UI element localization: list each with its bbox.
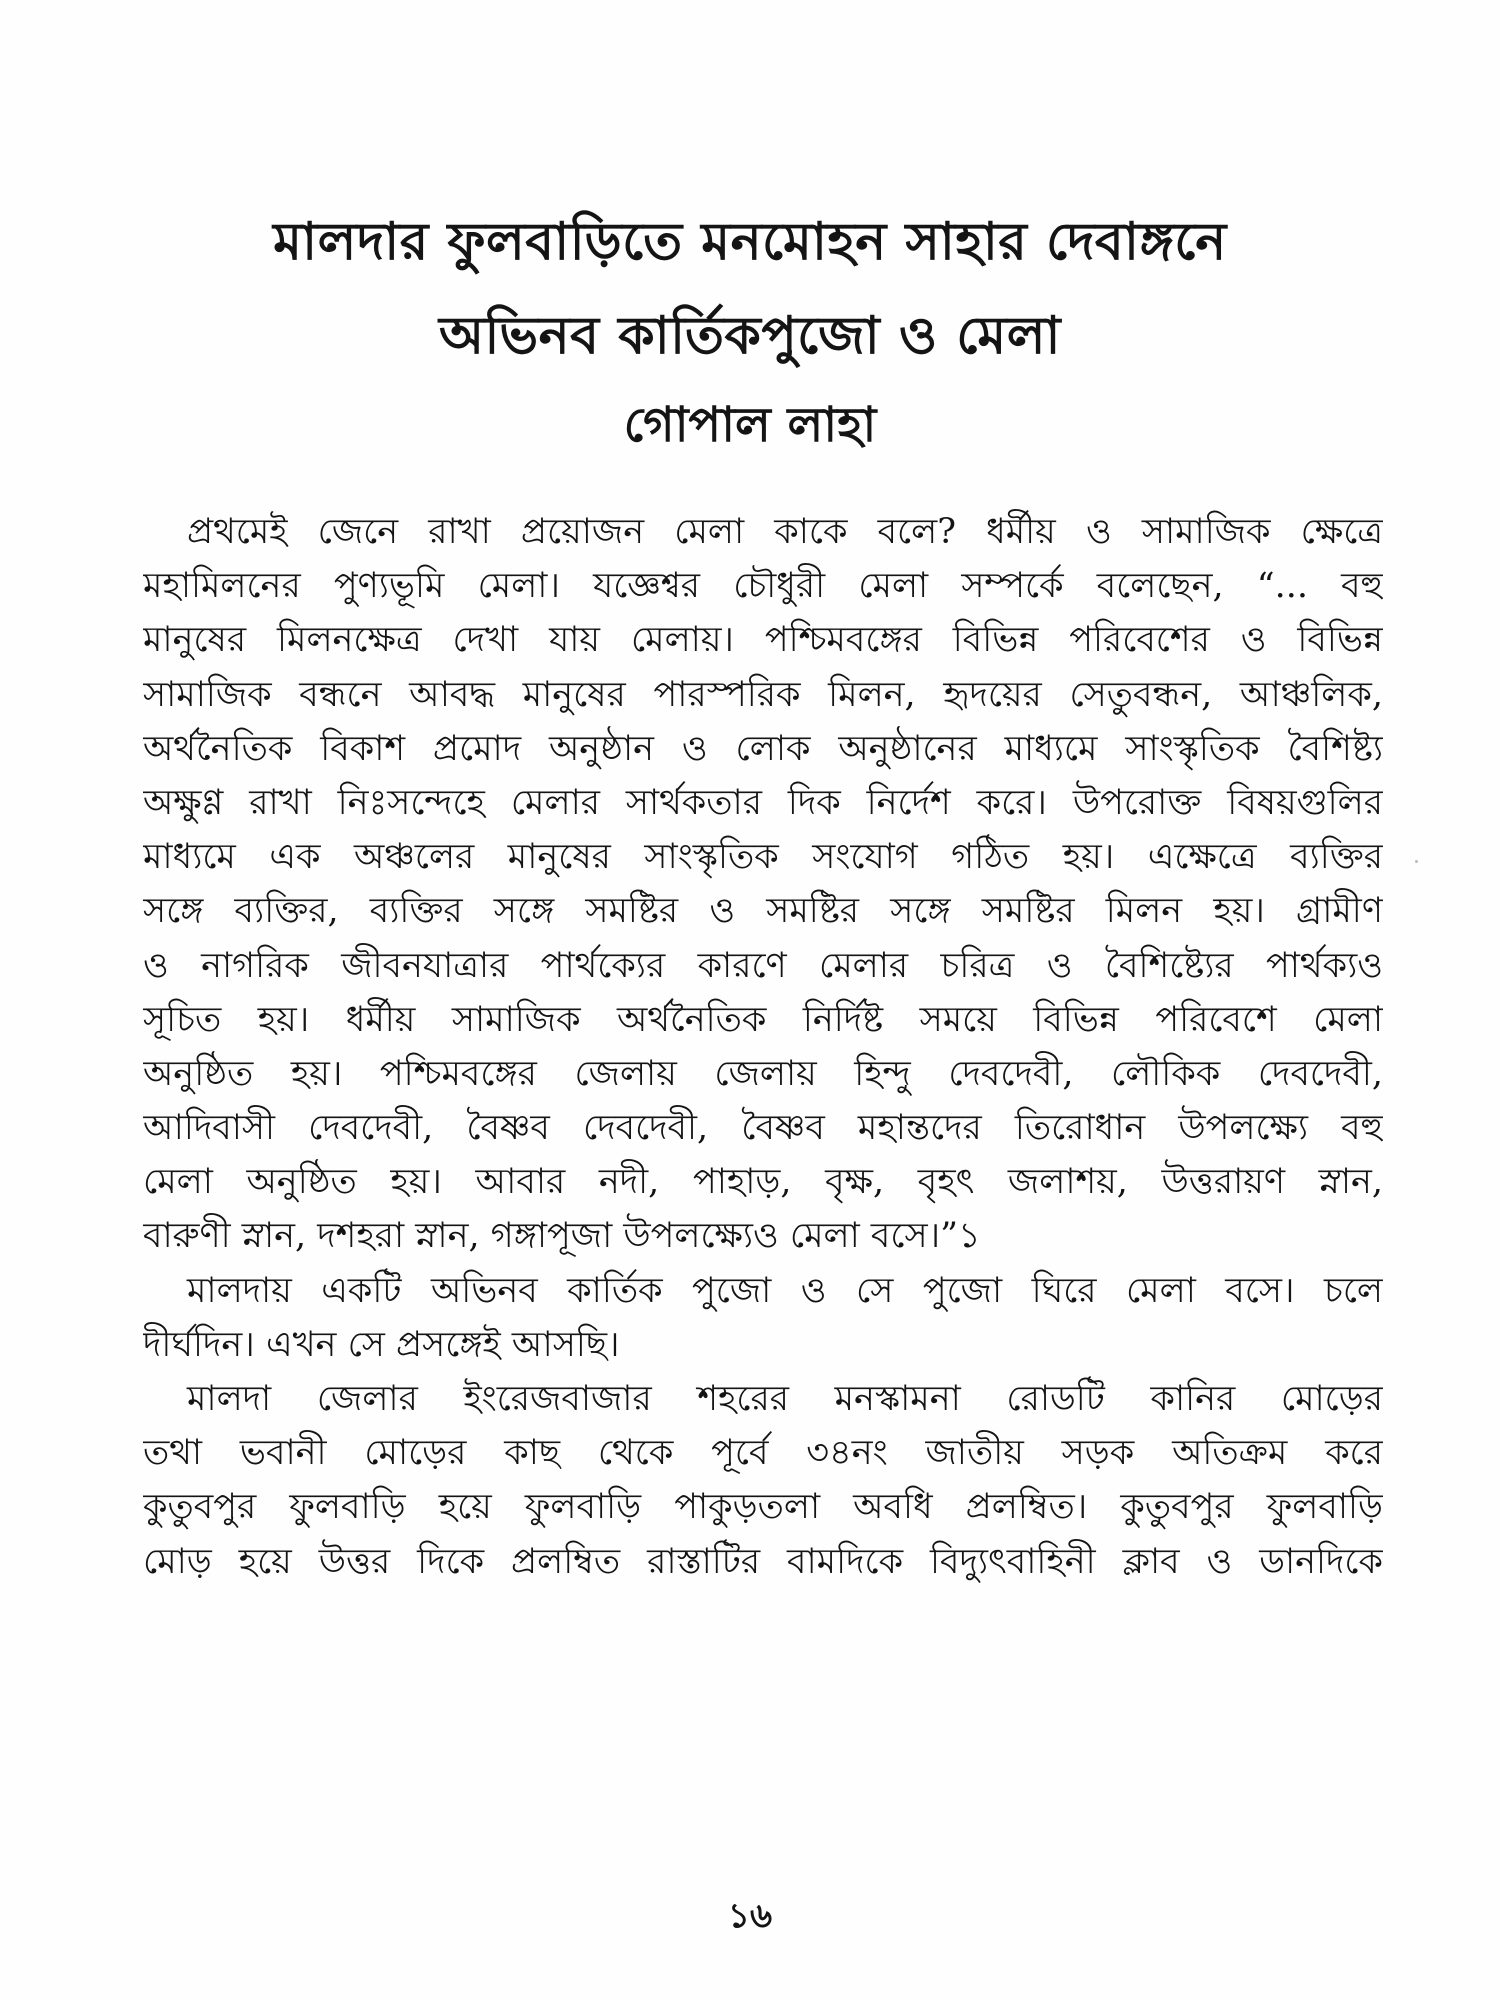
- text-line: ও নাগরিক জীবনযাত্রার পার্থক্যের কারণে মেলার চরিত্র ও বৈশিষ্ট্যের পার্থক্যও: [143, 945, 1383, 986]
- scan-speck: [1415, 860, 1418, 863]
- page-number: ১৬: [727, 1896, 773, 1936]
- text-line: তথা ভবানী মোড়ের কাছ থেকে পূর্বে ৩৪নং জাতীয় সড়ক অতিক্রম করে: [143, 1433, 1383, 1474]
- text-line: সঙ্গে ব্যক্তির, ব্যক্তির সঙ্গে সমষ্টির ও সমষ্টির সঙ্গে সমষ্টির মিলন হয়। গ্রামীণ: [143, 891, 1383, 932]
- text-line: কুতুবপুর ফুলবাড়ি হয়ে ফুলবাড়ি পাকুড়তলা অবধি প্রলম্বিত। কুতুবপুর ফুলবাড়ি: [143, 1487, 1383, 1528]
- text-line: মেলা অনুষ্ঠিত হয়। আবার নদী, পাহাড়, বৃক্ষ, বৃহৎ জলাশয়, উত্তরায়ণ স্নান,: [143, 1162, 1383, 1203]
- text-line: মাধ্যমে এক অঞ্চলের মানুষের সাংস্কৃতিক সংযোগ গঠিত হয়। এক্ষেত্রে ব্যক্তির: [143, 837, 1383, 878]
- text-line: মহামিলনের পুণ্যভূমি মেলা। যজ্ঞেশ্বর চৌধুরী মেলা সম্পর্কে বলেছেন, “... বহু: [143, 566, 1383, 607]
- text-line: মানুষের মিলনক্ষেত্র দেখা যায় মেলায়। পশ্চিমবঙ্গের বিভিন্ন পরিবেশের ও বিভিন্ন: [143, 620, 1383, 661]
- text-line: মালদা জেলার ইংরেজবাজার শহরের মনস্কামনা রোডটি কানির মোড়ের: [187, 1379, 1383, 1419]
- article-title-line-1: মালদার ফুলবাড়িতে মনমোহন সাহার দেবাঙ্গনে: [273, 212, 1227, 272]
- paragraph-3: [143, 1372, 1383, 1589]
- author-name: গোপাল লাহা: [623, 397, 877, 453]
- text-line: মোড় হয়ে উত্তর দিকে প্রলম্বিত রাস্তাটির বামদিকে বিদ্যুৎবাহিনী ক্লাব ও ডানদিকে: [143, 1541, 1383, 1582]
- text-line: অক্ষুণ্ণ রাখা নিঃসন্দেহে মেলার সার্থকতার দিক নির্দেশ করে। উপরোক্ত বিষয়গুলির: [143, 782, 1383, 823]
- text-line: আদিবাসী দেবদেবী, বৈষ্ণব দেবদেবী, বৈষ্ণব মহান্তদের তিরোধান উপলক্ষ্যে বহু: [143, 1108, 1383, 1149]
- text-line: সূচিত হয়। ধর্মীয় সামাজিক অর্থনৈতিক নির্দিষ্ট সময়ে বিভিন্ন পরিবেশে মেলা: [143, 999, 1383, 1040]
- text-line: সামাজিক বন্ধনে আবদ্ধ মানুষের পারস্পরিক মিলন, হৃদয়ের সেতুবন্ধন, আঞ্চলিক,: [143, 674, 1383, 715]
- article-header: [150, 195, 1350, 467]
- text-line: মালদায় একটি অভিনব কার্তিক পুজো ও সে পুজো ঘিরে মেলা বসে। চলে: [187, 1270, 1383, 1311]
- text-line: বারুণী স্নান, দশহরা স্নান, গঙ্গাপূজা উপলক্ষ্যেও মেলা বসে।”১: [143, 1216, 981, 1257]
- article-title-line-2: অভিনব কার্তিকপুজো ও মেলা: [438, 306, 1062, 366]
- text-line: প্রথমেই জেনে রাখা প্রয়োজন মেলা কাকে বলে? ধর্মীয় ও সামাজিক ক্ষেত্রে: [187, 512, 1383, 552]
- text-line: অনুষ্ঠিত হয়। পশ্চিমবঙ্গের জেলায় জেলায় হিন্দু দেবদেবী, লৌকিক দেবদেবী,: [143, 1053, 1383, 1094]
- paragraph-2: [143, 1264, 1383, 1372]
- article-body: [143, 505, 1383, 1589]
- text-line: দীর্ঘদিন। এখন সে প্রসঙ্গেই আসছি।: [143, 1324, 620, 1365]
- paragraph-1: [143, 505, 1383, 1264]
- text-line: অর্থনৈতিক বিকাশ প্রমোদ অনুষ্ঠান ও লোক অনুষ্ঠানের মাধ্যমে সাংস্কৃতিক বৈশিষ্ট্য: [143, 728, 1383, 769]
